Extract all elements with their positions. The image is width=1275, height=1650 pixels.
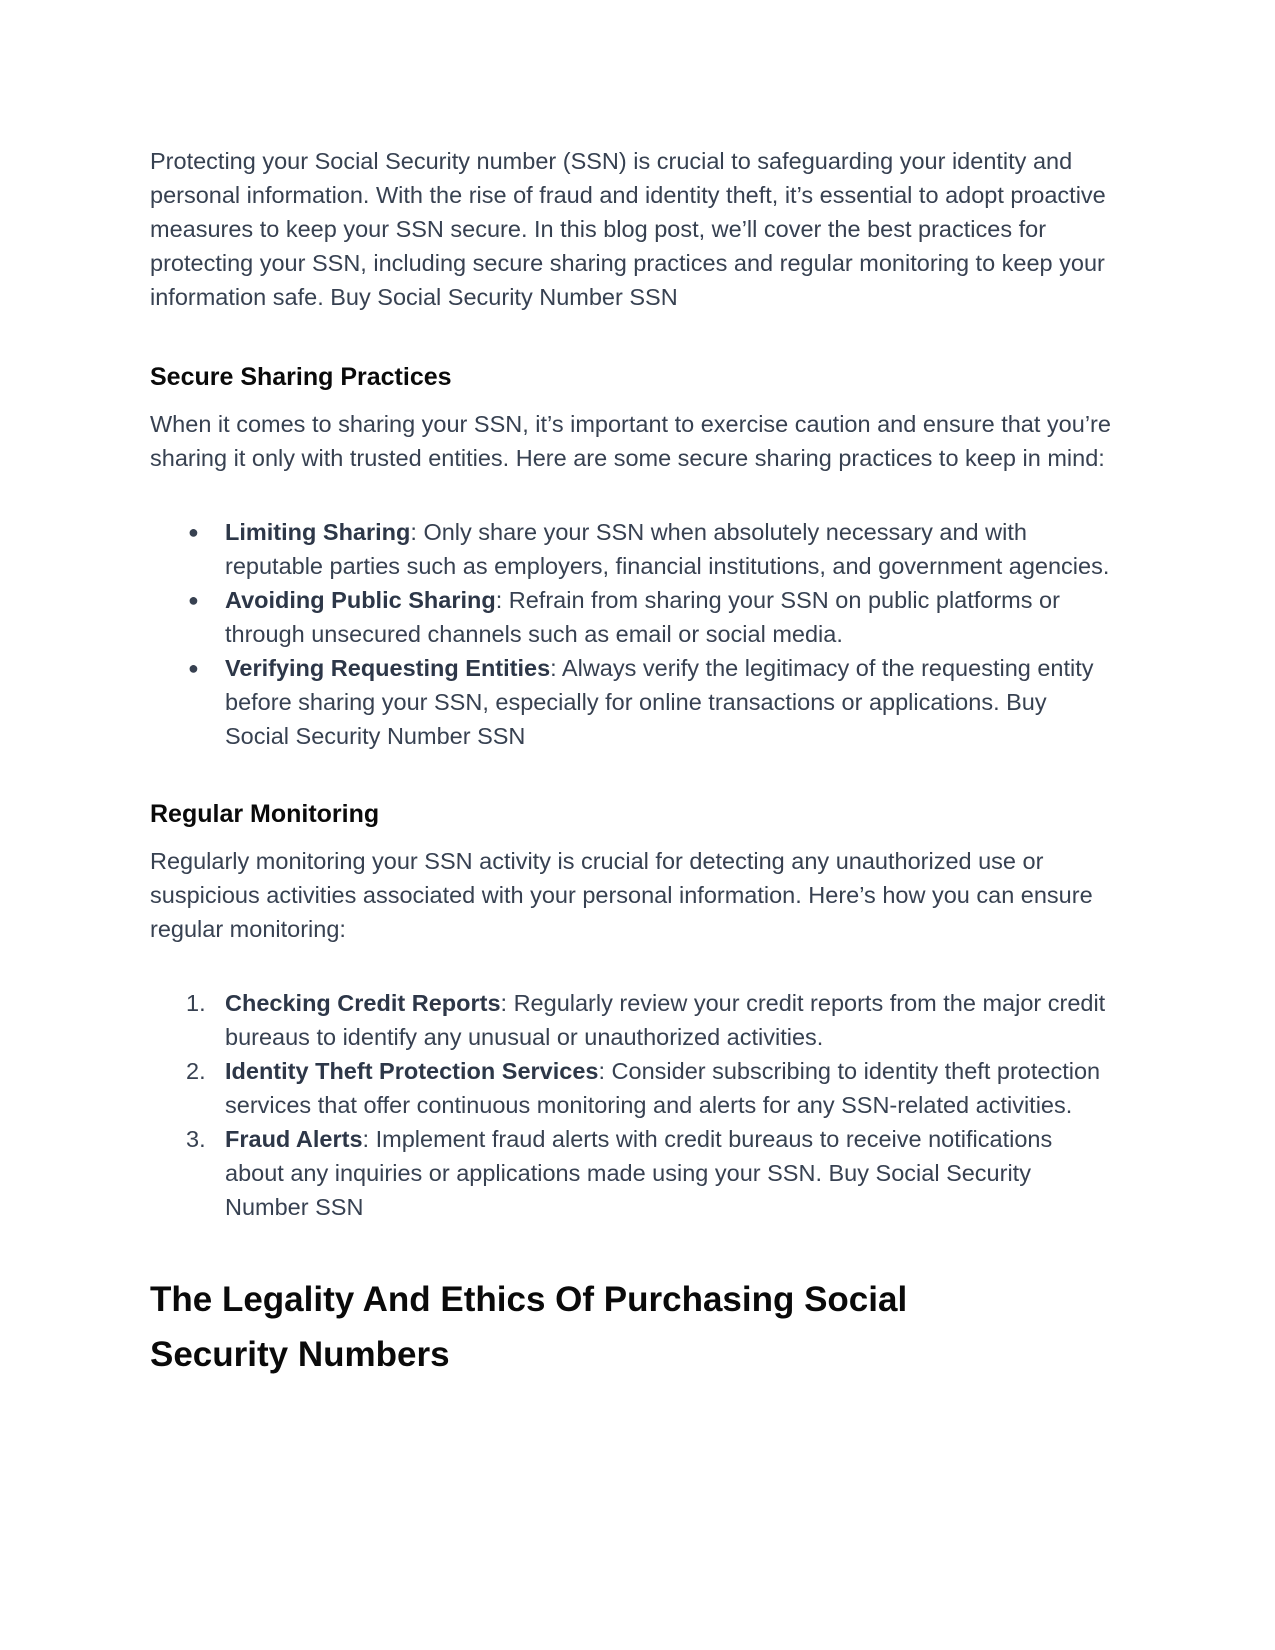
bullet-icon: ● (188, 522, 199, 542)
regular-monitoring-lead: Regularly monitoring your SSN activity is crucial for detecting any unauthorized use or suspicious activities associated with your personal information. Here’s how you can ensure regular monitoring: (150, 848, 1093, 942)
list-item-term: Identity Theft Protection Services (225, 1058, 599, 1084)
list-item-text: : Refrain from sharing your SSN on public platforms or through unsecured channels such as email or social media. (225, 587, 1060, 647)
list-number: 3. (186, 1126, 206, 1152)
list-item-text: : Regularly review your credit reports from the major credit bureaus to identify any unusual or unauthorized activities. (225, 990, 1106, 1050)
heading-secure-sharing: Secure Sharing Practices (150, 363, 452, 391)
list-item-text: : Consider subscribing to identity theft protection services that offer continuous monitoring and alerts for any SSN-related activities. (225, 1058, 1101, 1118)
list-item-text: : Always verify the legitimacy of the requesting entity before sharing your SSN, especially for online transactions or applications. Buy Social Security Number SSN (225, 655, 1094, 749)
list-item (150, 986, 1115, 1054)
list-item-term: Verifying Requesting Entities (225, 655, 551, 681)
list-item-term: Limiting Sharing (225, 519, 411, 545)
list-item-text: : Implement fraud alerts with credit bureaus to receive notifications about any inquiries or applications made using your SSN. Buy Social Security Number SSN (225, 1126, 1053, 1220)
list-item (150, 515, 1115, 583)
list-item (150, 1122, 1115, 1224)
secure-sharing-list (150, 515, 1115, 753)
intro-paragraph: Protecting your Social Security number (SSN) is crucial to safeguarding your identity and personal information. With the rise of fraud and identity theft, it’s essential to adopt proactive measures to keep your SSN secure. In this blog post, we’ll cover the best practices for protecting your SSN, including secure sharing practices and regular monitoring to keep your information safe. Buy Social Security Number SSN (150, 148, 1106, 310)
regular-monitoring-list (150, 986, 1115, 1224)
secure-sharing-lead: When it comes to sharing your SSN, it’s important to exercise caution and ensure that you’re sharing it only with trusted entities. Here are some secure sharing practices to keep in mind: (150, 411, 1111, 471)
list-item (150, 583, 1115, 651)
list-item-term: Avoiding Public Sharing (225, 587, 496, 613)
list-item-term: Checking Credit Reports (225, 990, 501, 1016)
list-item (150, 651, 1115, 753)
heading-regular-monitoring: Regular Monitoring (150, 800, 380, 828)
heading-legality-ethics: The Legality And Ethics Of Purchasing Social Security Numbers (150, 1280, 908, 1374)
bullet-icon: ● (188, 590, 199, 610)
list-number: 2. (186, 1058, 206, 1084)
bullet-icon: ● (188, 658, 199, 678)
list-item-text: : Only share your SSN when absolutely necessary and with reputable parties such as employers, financial institutions, and government agencies. (225, 519, 1110, 579)
list-item-term: Fraud Alerts (225, 1126, 363, 1152)
document-content (150, 144, 1115, 1382)
list-item (150, 1054, 1115, 1122)
list-number: 1. (186, 990, 206, 1016)
